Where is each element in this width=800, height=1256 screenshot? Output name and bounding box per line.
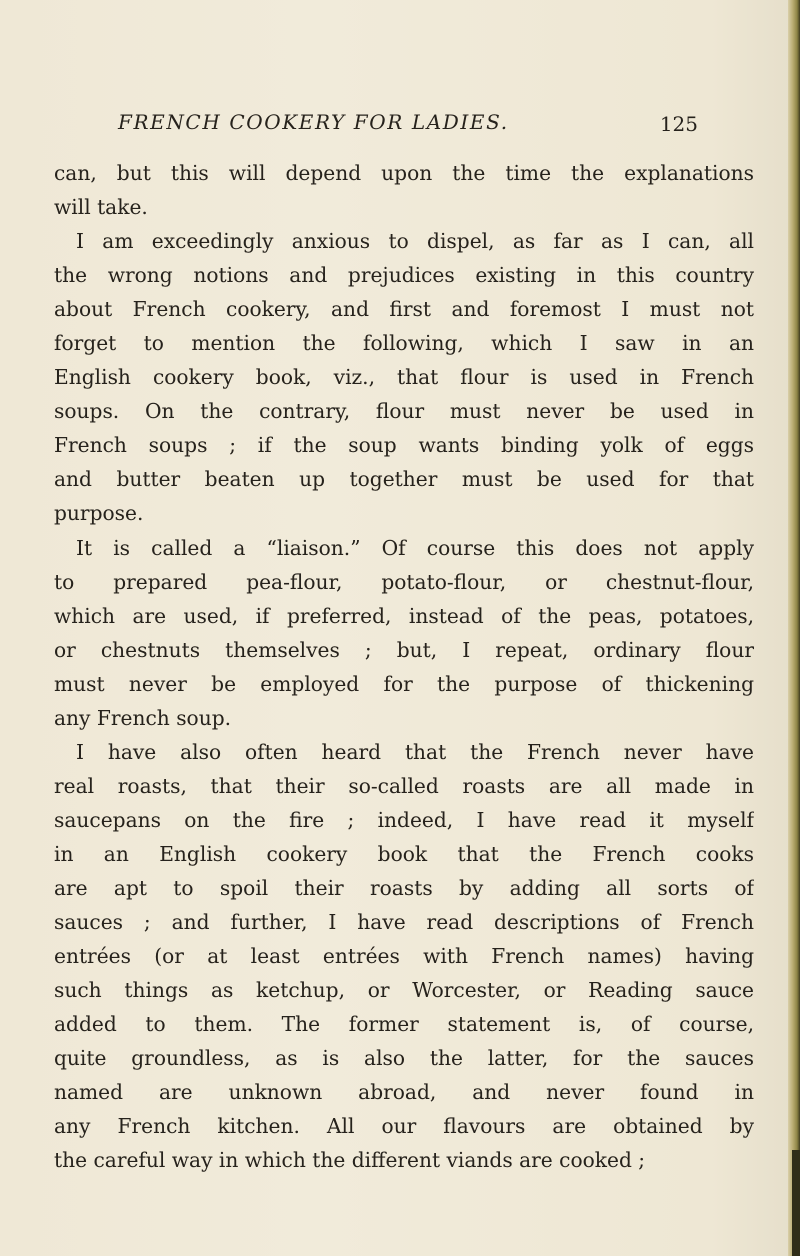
text-line: to prepared pea-flour, potato-flour, or chestnut-flour, — [54, 569, 754, 594]
text-line: real roasts, that their so-called roasts are all made in — [54, 773, 754, 798]
text-line: quite groundless, as is also the latter, for the sauces — [54, 1046, 754, 1071]
text-line: forget to mention the following, which I saw in an — [54, 331, 754, 356]
page-header — [118, 110, 698, 140]
text-line: entrées (or at least entrées with French names) having — [54, 944, 754, 969]
text-line: such things as ketchup, or Worcester, or Reading sauce — [54, 978, 754, 1003]
running-title: FRENCH COOKERY FOR LADIES. — [118, 110, 509, 134]
text-line: I am exceedingly anxious to dispel, as far as I can, all — [76, 229, 754, 254]
text-line: will take. — [54, 195, 148, 220]
text-line: the careful way in which the different viands are cooked ; — [54, 1148, 646, 1173]
text-line: are apt to spoil their roasts by adding all sorts of — [54, 875, 754, 900]
text-line: in an English cookery book that the French cooks — [54, 841, 754, 866]
text-line: purpose. — [54, 501, 144, 526]
text-line: must never be employed for the purpose of thickening — [54, 671, 754, 696]
text-line: named are unknown abroad, and never found in — [54, 1080, 754, 1105]
text-line: about French cookery, and first and foremost I must not — [54, 297, 754, 322]
text-line: English cookery book, viz., that flour is used in French — [54, 365, 754, 390]
text-line: saucepans on the fire ; indeed, I have read it myself — [54, 807, 754, 832]
text-line: any French soup. — [54, 705, 232, 730]
page-edge — [788, 0, 800, 1256]
text-line: or chestnuts themselves ; but, I repeat, ordinary flour — [54, 637, 754, 662]
text-line: sauces ; and further, I have read descriptions of French — [54, 910, 754, 935]
page-number: 125 — [659, 112, 698, 136]
text-line: and butter beaten up together must be used for that — [54, 467, 754, 492]
text-line: It is called a “liaison.” Of course this does not apply — [76, 535, 754, 560]
text-line: I have also often heard that the French never have — [76, 739, 754, 764]
text-line: soups. On the contrary, flour must never be used in — [54, 399, 754, 424]
text-line: any French kitchen. All our flavours are obtained by — [54, 1114, 754, 1139]
page-edge-shadow — [792, 1150, 800, 1256]
text-line: French soups ; if the soup wants binding yolk of eggs — [54, 433, 754, 458]
text-line: the wrong notions and prejudices existing in this country — [54, 263, 754, 288]
text-line: which are used, if preferred, instead of the peas, potatoes, — [54, 603, 754, 628]
text-line: added to them. The former statement is, of course, — [54, 1012, 754, 1037]
text-line: can, but this will depend upon the time the explanations — [54, 161, 754, 185]
body-text — [54, 156, 754, 1177]
